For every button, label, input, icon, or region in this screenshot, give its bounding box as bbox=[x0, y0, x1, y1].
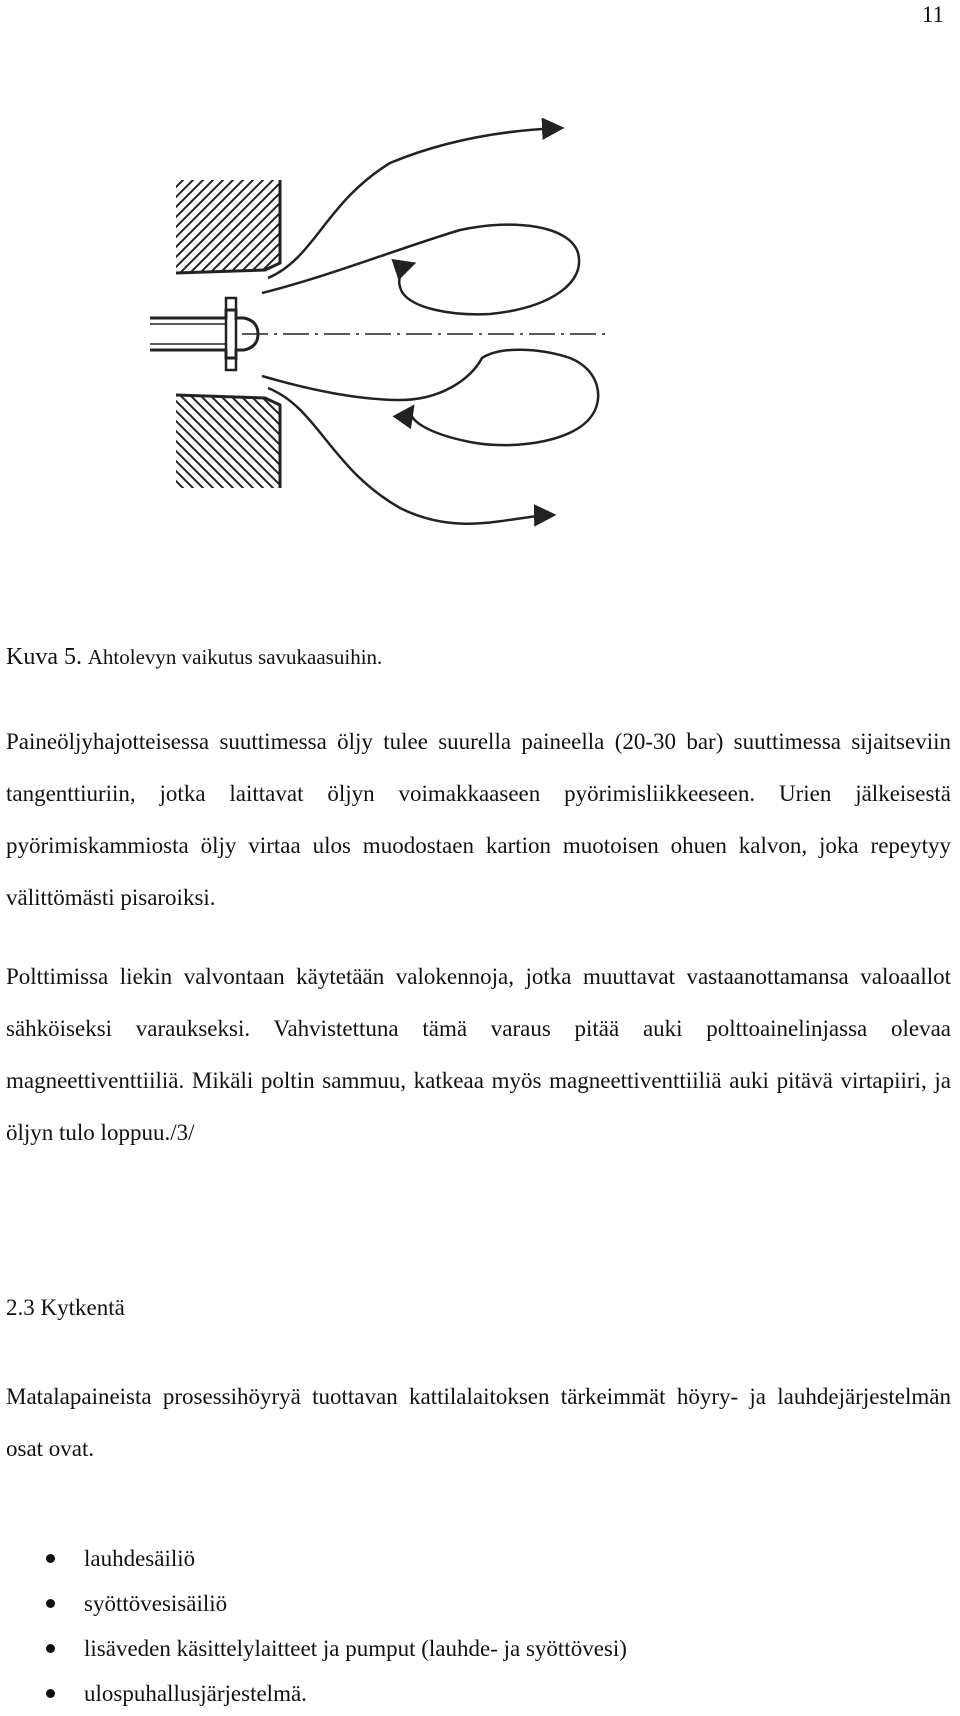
upper-outer-flow-arrow bbox=[268, 128, 560, 278]
page-number: 11 bbox=[921, 2, 944, 27]
list-item bbox=[40, 1536, 627, 1581]
lower-recirculation-loop bbox=[262, 350, 598, 445]
list-item-text: ulospuhallusjärjestelmä. bbox=[84, 1681, 307, 1706]
burner-nozzle bbox=[150, 298, 258, 370]
caption-text: Ahtolevyn vaikutus savukaasuihin. bbox=[87, 645, 383, 669]
section-heading: 2.3 Kytkentä bbox=[6, 1295, 125, 1320]
figure-caption bbox=[6, 644, 382, 671]
list-item bbox=[40, 1671, 627, 1716]
bullet-icon bbox=[46, 1689, 55, 1698]
bullet-icon bbox=[46, 1644, 55, 1653]
list-item-text: lisäveden käsittelylaitteet ja pumput (lauhde- ja syöttövesi) bbox=[84, 1636, 627, 1661]
paragraph-flame-monitoring: Polttimissa liekin valvontaan käytetään valokennoja, jotka muuttavat vastaanottamansa valoaallot sähköiseksi varaukseksi. Vahvistettuna tämä varaus pitää auki polttoainelinjassa olevaa magneettiventtiiliä. Mikäli poltin sammuu, katkeaa myös magneettiventtiiliä auki pitävä virtapiiri, ja öljyn tulo loppuu./3/ bbox=[6, 964, 951, 1145]
diagram-svg bbox=[150, 118, 620, 578]
lower-outer-flow-arrow bbox=[268, 388, 552, 524]
list-item bbox=[40, 1581, 627, 1626]
caption-label: Kuva 5. bbox=[6, 644, 82, 670]
figure-flue-gas-diagram bbox=[150, 118, 620, 578]
upper-recirculation-loop bbox=[262, 225, 579, 315]
list-item-text: syöttövesisäiliö bbox=[84, 1591, 228, 1616]
list-item bbox=[40, 1626, 627, 1671]
bullet-icon bbox=[46, 1554, 55, 1563]
paragraph-nozzle: Paineöljyhajotteisessa suuttimessa öljy tulee suurella paineella (20-30 bar) suuttimessa sijaitseviin tangenttiuriin, jotka laittavat öljyn voimakkaaseen pyörimisliikkeeseen. Urien jälkeisestä pyörimiskammiosta öljy virtaa ulos muodostaen kartion muotoisen ohuen kalvon, joka repeytyy välittömästi pisaroiksi. bbox=[6, 729, 951, 910]
components-list bbox=[40, 1536, 627, 1716]
list-item-text: lauhdesäiliö bbox=[84, 1546, 196, 1571]
upper-baffle-wall bbox=[150, 153, 420, 293]
bullet-icon bbox=[46, 1599, 55, 1608]
section-intro: Matalapaineista prosessihöyryä tuottavan kattilalaitoksen tärkeimmät höyry- ja lauhdejärjestelmän osat ovat. bbox=[6, 1384, 951, 1461]
